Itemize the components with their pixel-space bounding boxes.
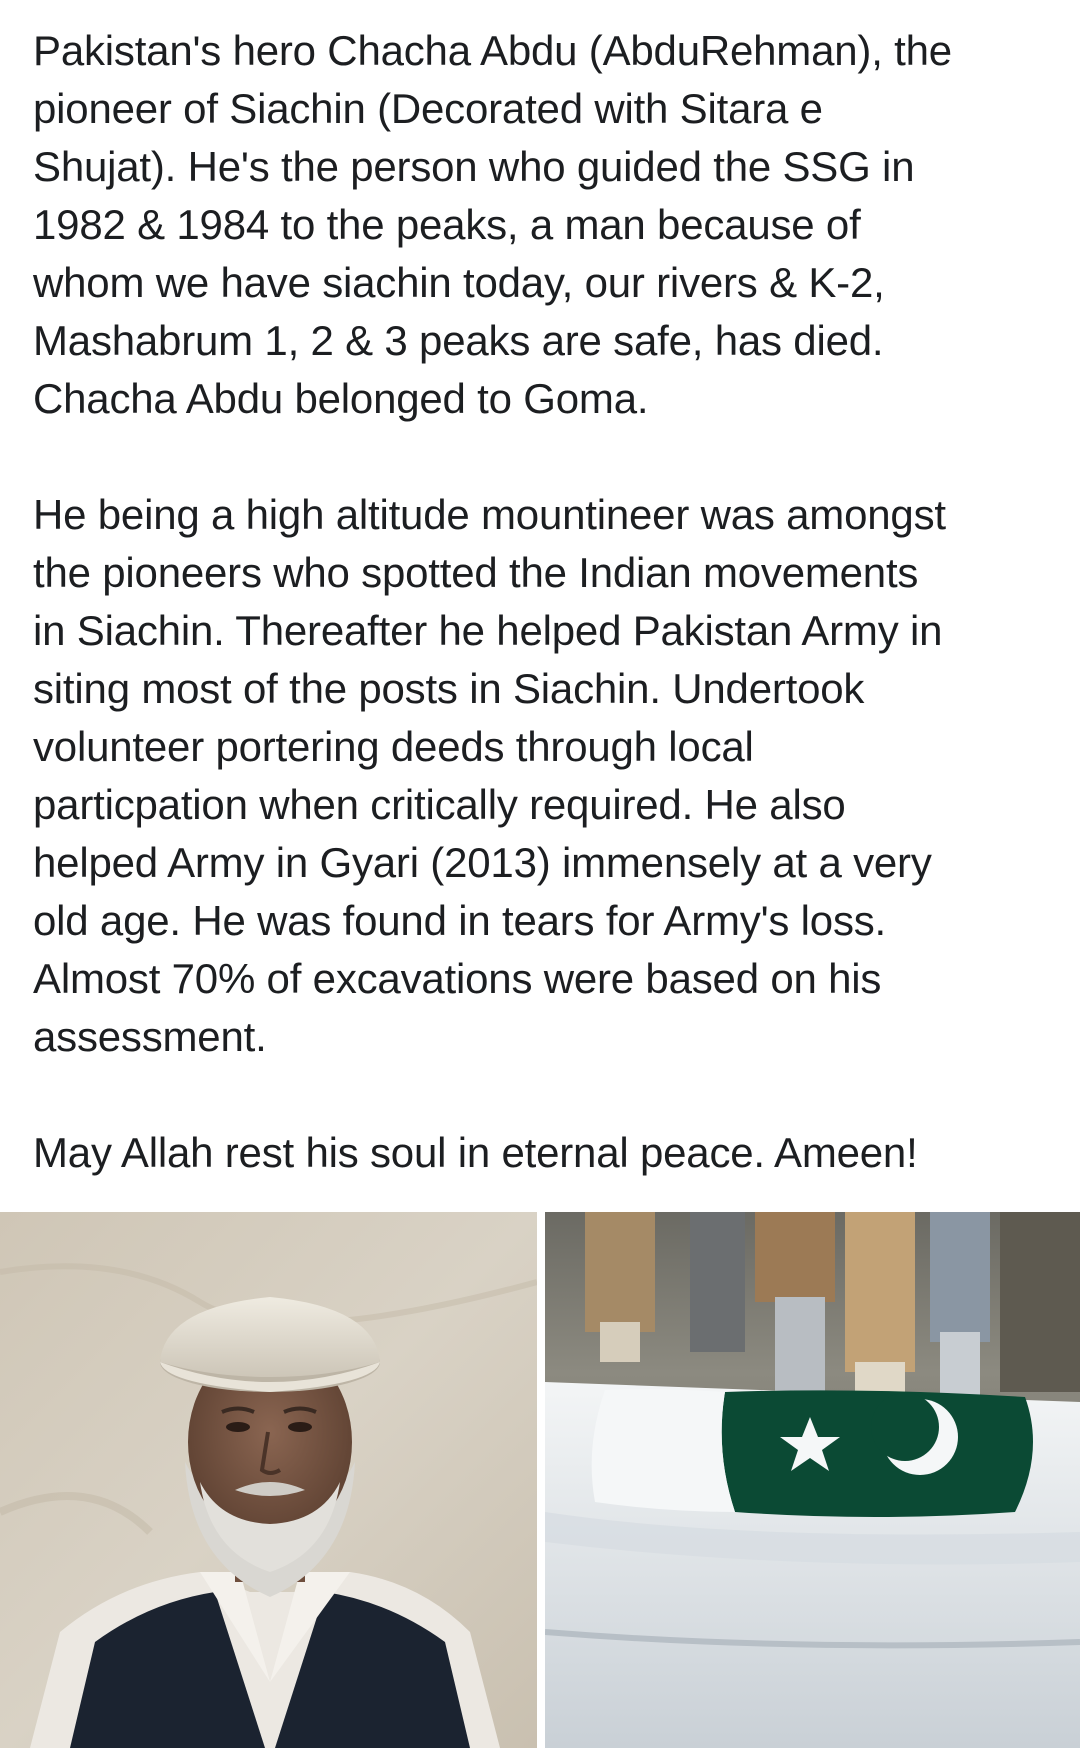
portrait-illustration bbox=[0, 1212, 537, 1748]
flag-coffin-photo[interactable] bbox=[545, 1212, 1080, 1748]
post-paragraph: He being a high altitude mountineer was amongst the pioneers who spotted the Indian movements in Siachin. Thereafter he helped Pakistan Army in siting most of the posts in Siachin. Undertook volunteer portering deeds through local particpation when critically required. He also helped Army in Gyari (2013) immensely at a very old age. He was found in tears for Army's loss. Almost 70% of excavations were based on his assessment. bbox=[33, 491, 946, 1060]
post-paragraph: Pakistan's hero Chacha Abdu (AbduRehman), the pioneer of Siachin (Decorated with Sitara e Shujat). He's the person who guided the SSG in 1982 & 1984 to the peaks, a man because of whom we have siachin today, our rivers & K-2, Mashabrum 1, 2 & 3 peaks are safe, has died. Chacha Abdu belonged to Goma. bbox=[33, 27, 952, 422]
photo-grid bbox=[0, 1212, 1080, 1748]
portrait-photo[interactable] bbox=[0, 1212, 537, 1748]
post-body bbox=[33, 22, 1063, 1182]
flag-coffin-illustration bbox=[545, 1212, 1080, 1748]
post-paragraph: May Allah rest his soul in eternal peace. Ameen! bbox=[33, 1129, 918, 1176]
